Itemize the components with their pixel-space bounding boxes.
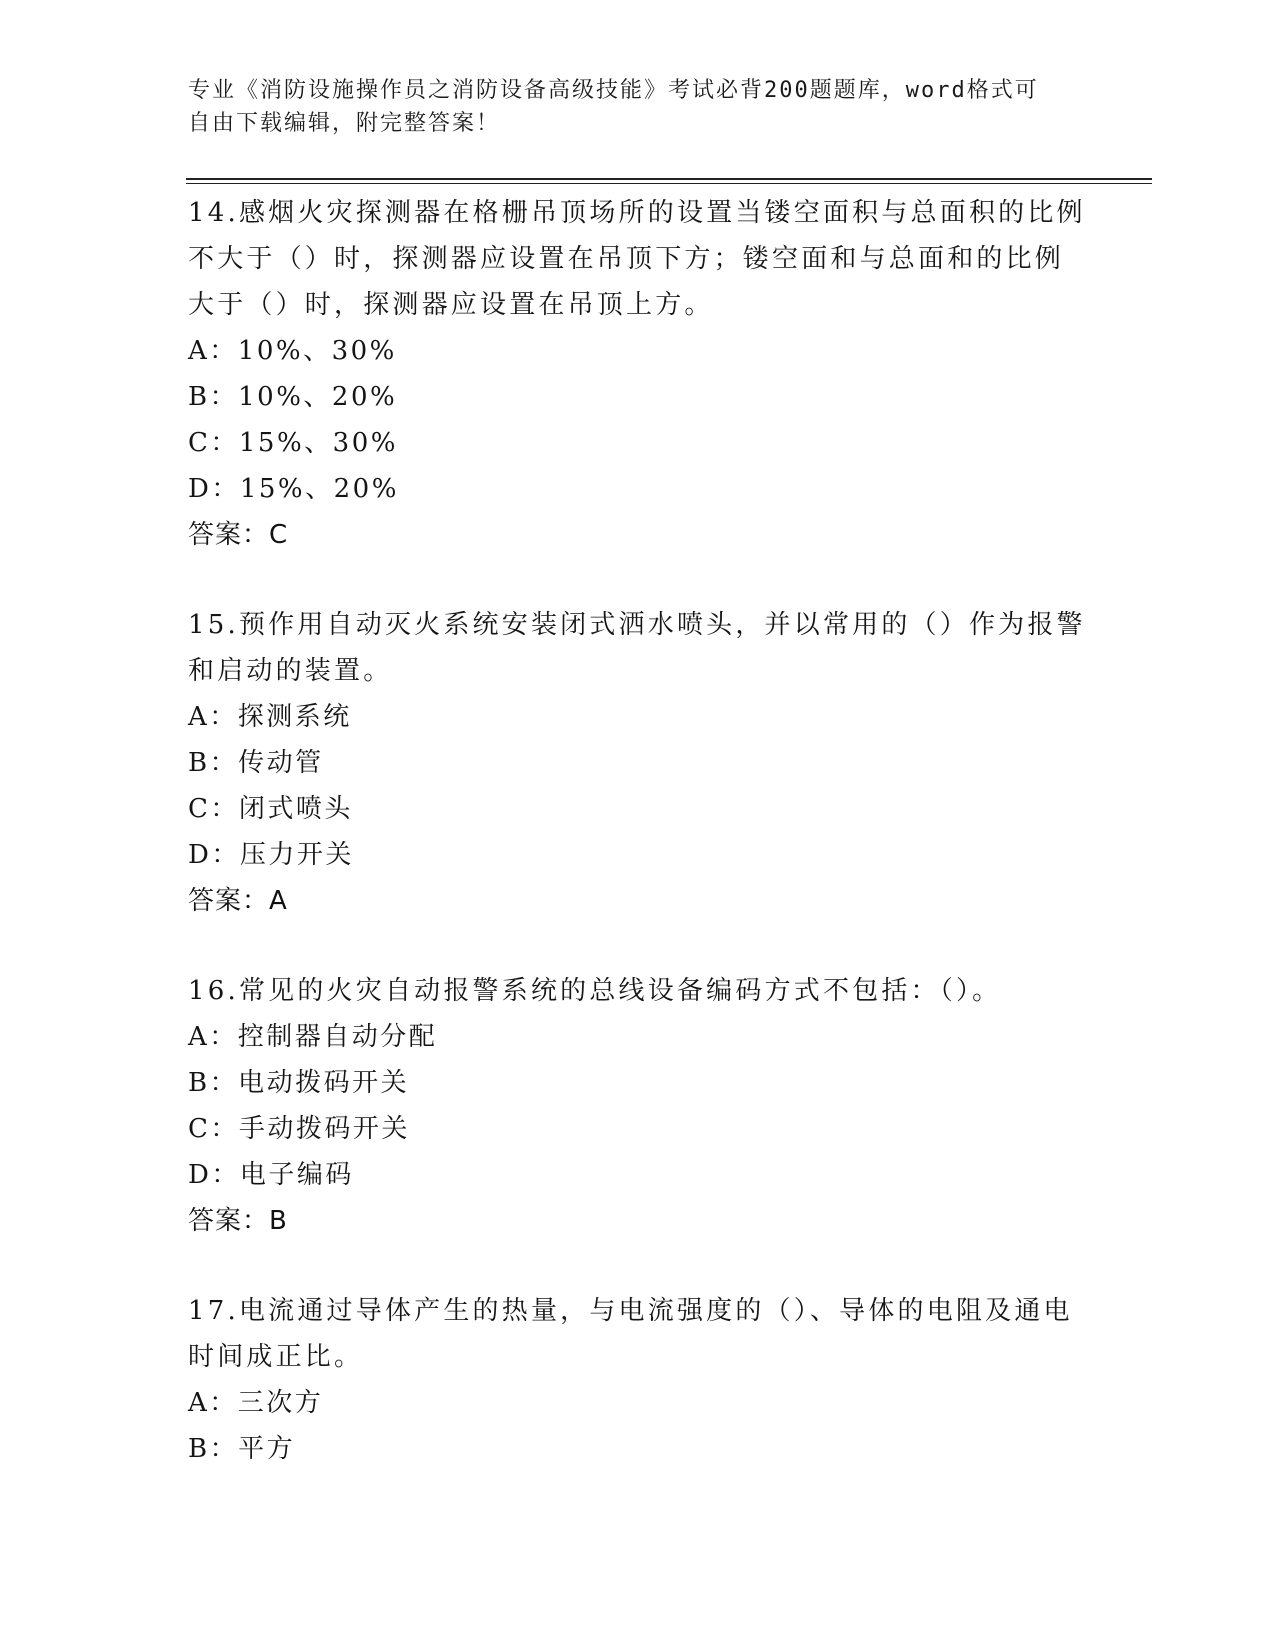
option-a: A：10%、30% (188, 336, 397, 366)
document-header (188, 74, 1068, 140)
question-text-line: 大于（）时，探测器应设置在吊顶上方。 (188, 290, 714, 320)
answer-text: 答案：A (188, 886, 288, 916)
question-text-line: 15.预作用自动灭火系统安装闭式洒水喷头，并以常用的（）作为报警 (188, 610, 1086, 640)
option-b: B：平方 (188, 1434, 296, 1464)
option-a: A：三次方 (188, 1388, 324, 1418)
header-line-1: 专业《消防设施操作员之消防设备高级技能》考试必背200题题库，word格式可 (188, 78, 1039, 103)
option-d: D：15%、20% (188, 474, 399, 504)
option-b: B：10%、20% (188, 382, 398, 412)
answer-text: 答案：C (188, 520, 289, 550)
header-rule-thick (186, 178, 1152, 180)
option-a: A：控制器自动分配 (188, 1022, 438, 1052)
option-c: C：闭式喷头 (188, 794, 353, 824)
question-text-line: 时间成正比。 (188, 1342, 364, 1372)
question-15 (188, 602, 1088, 924)
question-16 (188, 968, 1088, 1244)
option-b: B：电动拨码开关 (188, 1068, 410, 1098)
header-rule-thin (186, 183, 1152, 184)
question-14 (188, 190, 1088, 558)
header-line-2: 自由下载编辑，附完整答案！ (188, 111, 501, 136)
option-a: A：探测系统 (188, 702, 352, 732)
question-text-line: 不大于（）时，探测器应设置在吊顶下方；镂空面和与总面和的比例 (188, 244, 1065, 274)
question-17 (188, 1288, 1088, 1472)
option-d: D：电子编码 (188, 1160, 354, 1190)
question-text-line: 14.感烟火灾探测器在格栅吊顶场所的设置当镂空面积与总面积的比例 (188, 198, 1086, 228)
option-c: C：15%、30% (188, 428, 398, 458)
answer-text: 答案：B (188, 1206, 288, 1236)
option-b: B：传动管 (188, 748, 324, 778)
question-text-line: 17.电流通过导体产生的热量，与电流强度的（）、导体的电阻及通电 (188, 1296, 1073, 1326)
question-text-line: 和启动的装置。 (188, 656, 393, 686)
question-list (188, 190, 1088, 1516)
question-text-line: 16.常见的火灾自动报警系统的总线设备编码方式不包括：（）。 (188, 976, 1002, 1006)
option-c: C：手动拨码开关 (188, 1114, 410, 1144)
option-d: D：压力开关 (188, 840, 354, 870)
